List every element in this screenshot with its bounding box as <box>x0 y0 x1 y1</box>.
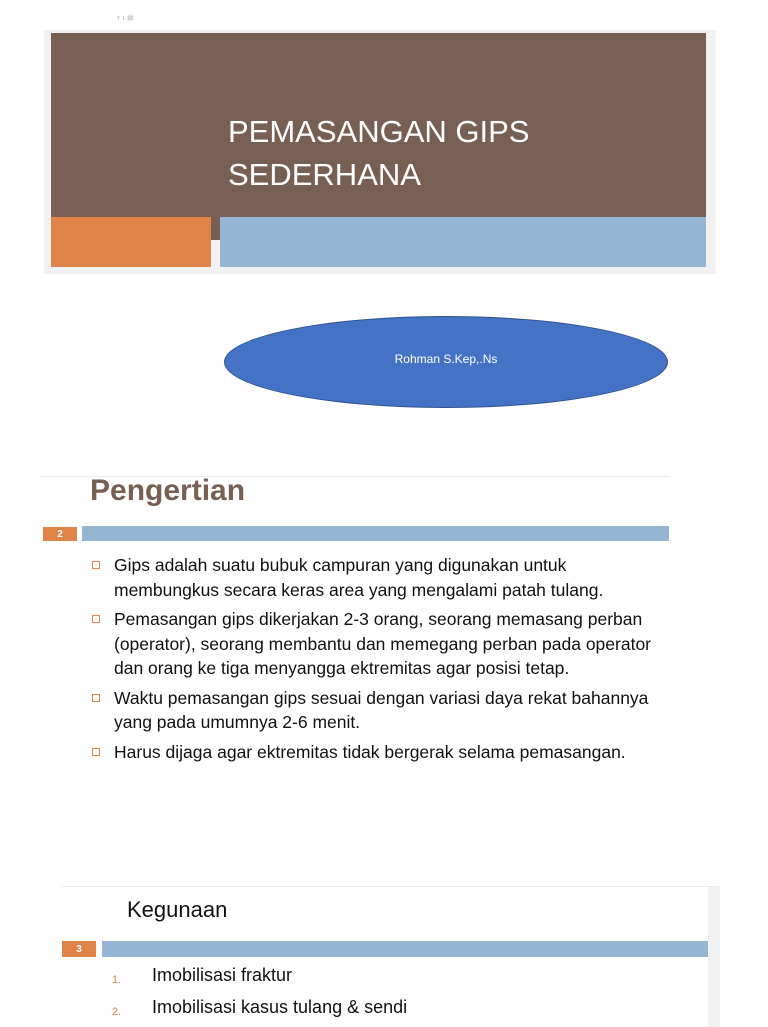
list-number: 2. <box>112 1006 122 1018</box>
slide-edge <box>708 887 720 1027</box>
list-text: Imobilisasi kasus tulang & sendi <box>152 997 408 1017</box>
slide-number-badge: 2 <box>43 527 77 541</box>
blue-divider-bar <box>82 526 669 541</box>
bullet-text: Pemasangan gips dikerjakan 2-3 orang, seorang memasang perban (operator), seorang membantu dan memegang perban pada operator dan orang ke tiga menyangga ektremitas agar posisi tetap. <box>114 609 652 678</box>
slide-title <box>228 110 529 196</box>
bullet-text: Waktu pemasangan gips sesuai dengan variasi daya rekat bahannya yang pada umumnya 2-6 menit. <box>114 687 649 732</box>
author-ellipse <box>224 316 668 408</box>
slide-title-line2: SEDERHANA <box>228 157 421 192</box>
blue-accent-block <box>220 217 706 267</box>
blue-divider-bar <box>102 941 708 957</box>
bullet-text: Gips adalah suatu bubuk campuran yang digunakan untuk membungkus secara keras area yang mengalami patah tulang. <box>114 555 604 600</box>
bullet-text: Harus dijaga agar ektremitas tidak bergerak selama pemasangan. <box>114 741 626 762</box>
square-bullet-icon <box>92 748 100 756</box>
usage-title: Kegunaan <box>127 897 228 922</box>
definition-bullet-list <box>92 553 652 769</box>
list-text: Imobilisasi fraktur <box>152 965 293 985</box>
slide-number-badge: 3 <box>62 941 96 957</box>
author-name: Rohman S.Kep,.Ns <box>394 352 498 366</box>
bullet-item <box>92 740 652 765</box>
slide-title-line1: PEMASANGAN GIPS <box>228 114 530 149</box>
bullet-item <box>92 553 652 602</box>
list-item <box>112 963 407 987</box>
header-mark: ﷺ ۱ ۲ <box>117 16 135 22</box>
bullet-item <box>92 607 652 681</box>
usage-numbered-list <box>112 963 407 1027</box>
orange-accent-block <box>51 217 211 267</box>
usage-slide <box>62 886 720 1027</box>
square-bullet-icon <box>92 615 100 623</box>
list-item <box>112 995 407 1019</box>
list-number: 1. <box>112 974 122 986</box>
definition-slide <box>40 476 670 867</box>
title-slide <box>44 30 716 274</box>
bullet-item <box>92 686 652 735</box>
square-bullet-icon <box>92 694 100 702</box>
definition-title: Pengertian <box>90 474 246 507</box>
square-bullet-icon <box>92 561 100 569</box>
